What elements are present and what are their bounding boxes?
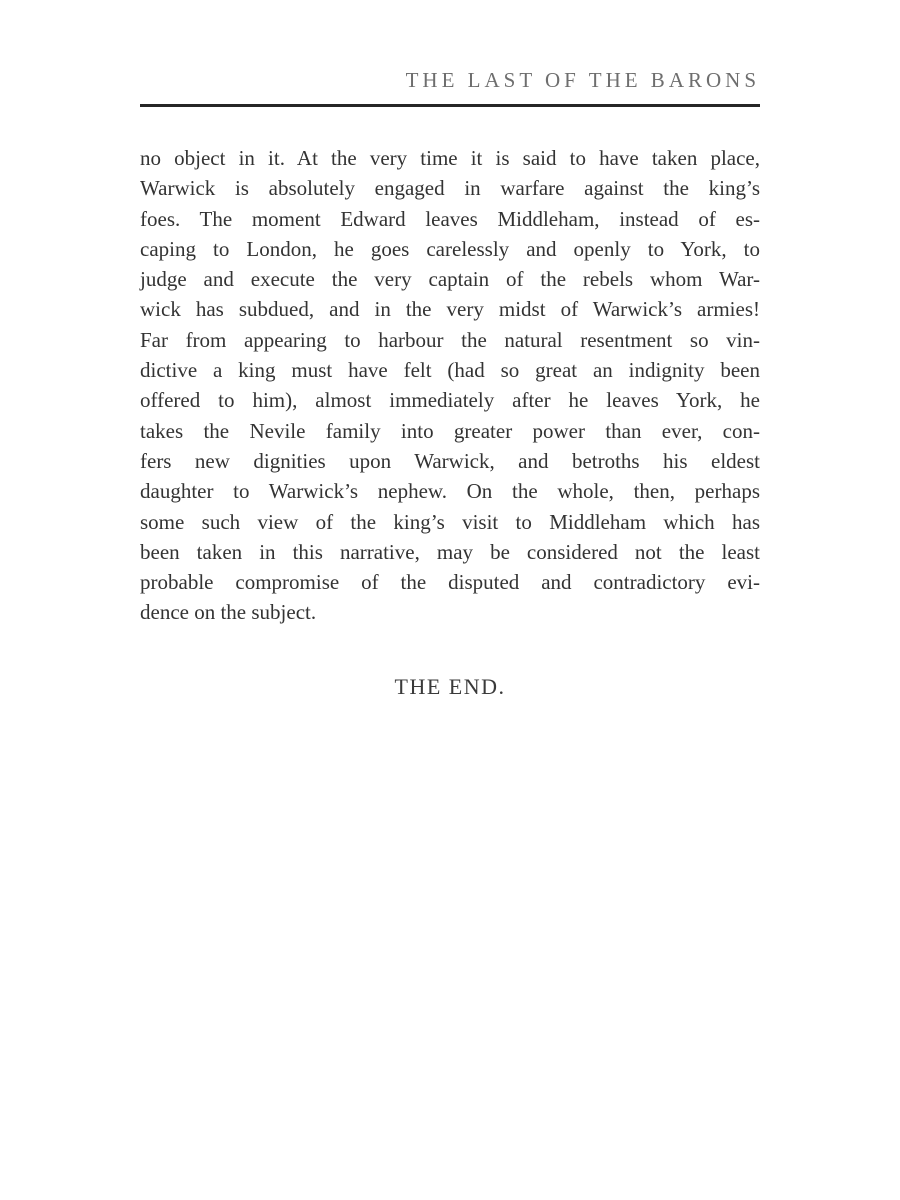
paragraph-line: probable compromise of the disputed and contradictory evi- — [140, 570, 760, 595]
header-rule — [140, 104, 760, 107]
paragraph-line: wick has subdued, and in the very midst of Warwick’s armies! — [140, 297, 760, 322]
paragraph-line: been taken in this narrative, may be considered not the least — [140, 539, 760, 564]
paragraph-line: judge and execute the very captain of the rebels whom War- — [140, 267, 760, 292]
text-column — [140, 0, 760, 700]
paragraph-line: offered to him), almost immediately after he leaves York, he — [140, 388, 760, 413]
paragraph-line: takes the Nevile family into greater power than ever, con- — [140, 418, 760, 443]
paragraph-line: dence on the subject. — [140, 600, 317, 625]
paragraph-line: dictive a king must have felt (had so great an indignity been — [140, 358, 760, 383]
paragraph-line: some such view of the king’s visit to Middleham which has — [140, 509, 760, 534]
paragraph-line: Warwick is absolutely engaged in warfare against the king’s — [140, 176, 760, 201]
paragraph-line: daughter to Warwick’s nephew. On the whole, then, perhaps — [140, 479, 760, 504]
paragraph-line: no object in it. At the very time it is said to have taken place, — [140, 146, 760, 170]
the-end-label: THE END. — [394, 673, 506, 699]
paragraph-line: Far from appearing to harbour the natural resentment so vin- — [140, 327, 760, 352]
running-head: THE LAST OF THE BARONS — [405, 68, 760, 92]
paragraph-line: foes. The moment Edward leaves Middleham, instead of es- — [140, 206, 760, 231]
paragraph-line: caping to London, he goes carelessly and openly to York, to — [140, 236, 760, 261]
paragraph-line: fers new dignities upon Warwick, and betroths his eldest — [140, 448, 760, 473]
paragraph — [140, 143, 760, 628]
